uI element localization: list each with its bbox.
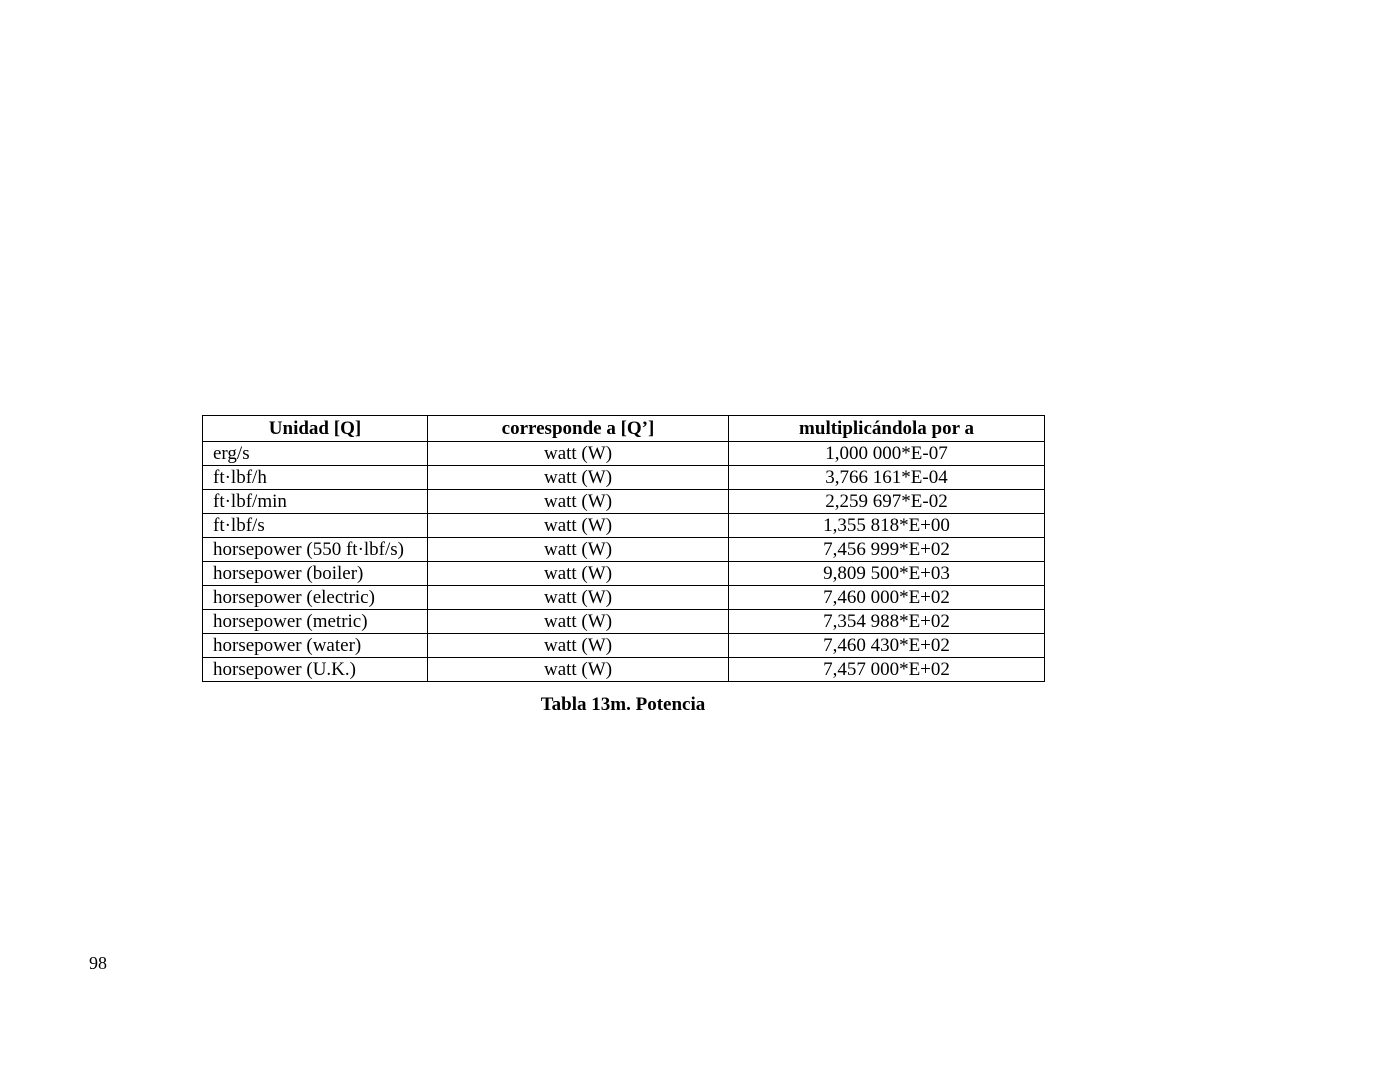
table-row — [203, 634, 1045, 658]
unit-cell: ft·lbf/min — [203, 490, 428, 514]
target-unit-cell: watt (W) — [428, 562, 729, 586]
target-unit-cell: watt (W) — [428, 442, 729, 466]
target-unit-cell: watt (W) — [428, 658, 729, 682]
target-unit-cell: watt (W) — [428, 514, 729, 538]
unit-cell: horsepower (U.K.) — [203, 658, 428, 682]
factor-cell: 3,766 161*E-04 — [729, 466, 1045, 490]
table-row — [203, 514, 1045, 538]
table-row — [203, 562, 1045, 586]
table-row — [203, 586, 1045, 610]
table-row — [203, 490, 1045, 514]
factor-cell: 2,259 697*E-02 — [729, 490, 1045, 514]
header-unit: Unidad [Q] — [203, 416, 428, 442]
unit-cell: ft·lbf/h — [203, 466, 428, 490]
factor-cell: 1,000 000*E-07 — [729, 442, 1045, 466]
target-unit-cell: watt (W) — [428, 490, 729, 514]
unit-cell: horsepower (boiler) — [203, 562, 428, 586]
unit-cell: ft·lbf/s — [203, 514, 428, 538]
factor-cell: 7,460 000*E+02 — [729, 586, 1045, 610]
factor-cell: 9,809 500*E+03 — [729, 562, 1045, 586]
target-unit-cell: watt (W) — [428, 586, 729, 610]
target-unit-cell: watt (W) — [428, 610, 729, 634]
target-unit-cell: watt (W) — [428, 634, 729, 658]
table-row — [203, 442, 1045, 466]
factor-cell: 7,354 988*E+02 — [729, 610, 1045, 634]
factor-cell: 1,355 818*E+00 — [729, 514, 1045, 538]
unit-cell: horsepower (water) — [203, 634, 428, 658]
unit-cell: horsepower (electric) — [203, 586, 428, 610]
factor-cell: 7,456 999*E+02 — [729, 538, 1045, 562]
header-corresponds-to: corresponde a [Q’] — [428, 416, 729, 442]
target-unit-cell: watt (W) — [428, 538, 729, 562]
target-unit-cell: watt (W) — [428, 466, 729, 490]
table-header-row — [203, 416, 1045, 442]
table-row — [203, 610, 1045, 634]
factor-cell: 7,460 430*E+02 — [729, 634, 1045, 658]
table-row — [203, 466, 1045, 490]
table-row — [203, 538, 1045, 562]
conversion-table — [202, 415, 1045, 682]
table-row — [203, 658, 1045, 682]
unit-cell: horsepower (metric) — [203, 610, 428, 634]
page-number: 98 — [89, 953, 107, 973]
table-caption: Tabla 13m. Potencia — [540, 694, 706, 715]
unit-cell: erg/s — [203, 442, 428, 466]
factor-cell: 7,457 000*E+02 — [729, 658, 1045, 682]
unit-cell: horsepower (550 ft·lbf/s) — [203, 538, 428, 562]
header-multiply-by: multiplicándola por a — [729, 416, 1045, 442]
